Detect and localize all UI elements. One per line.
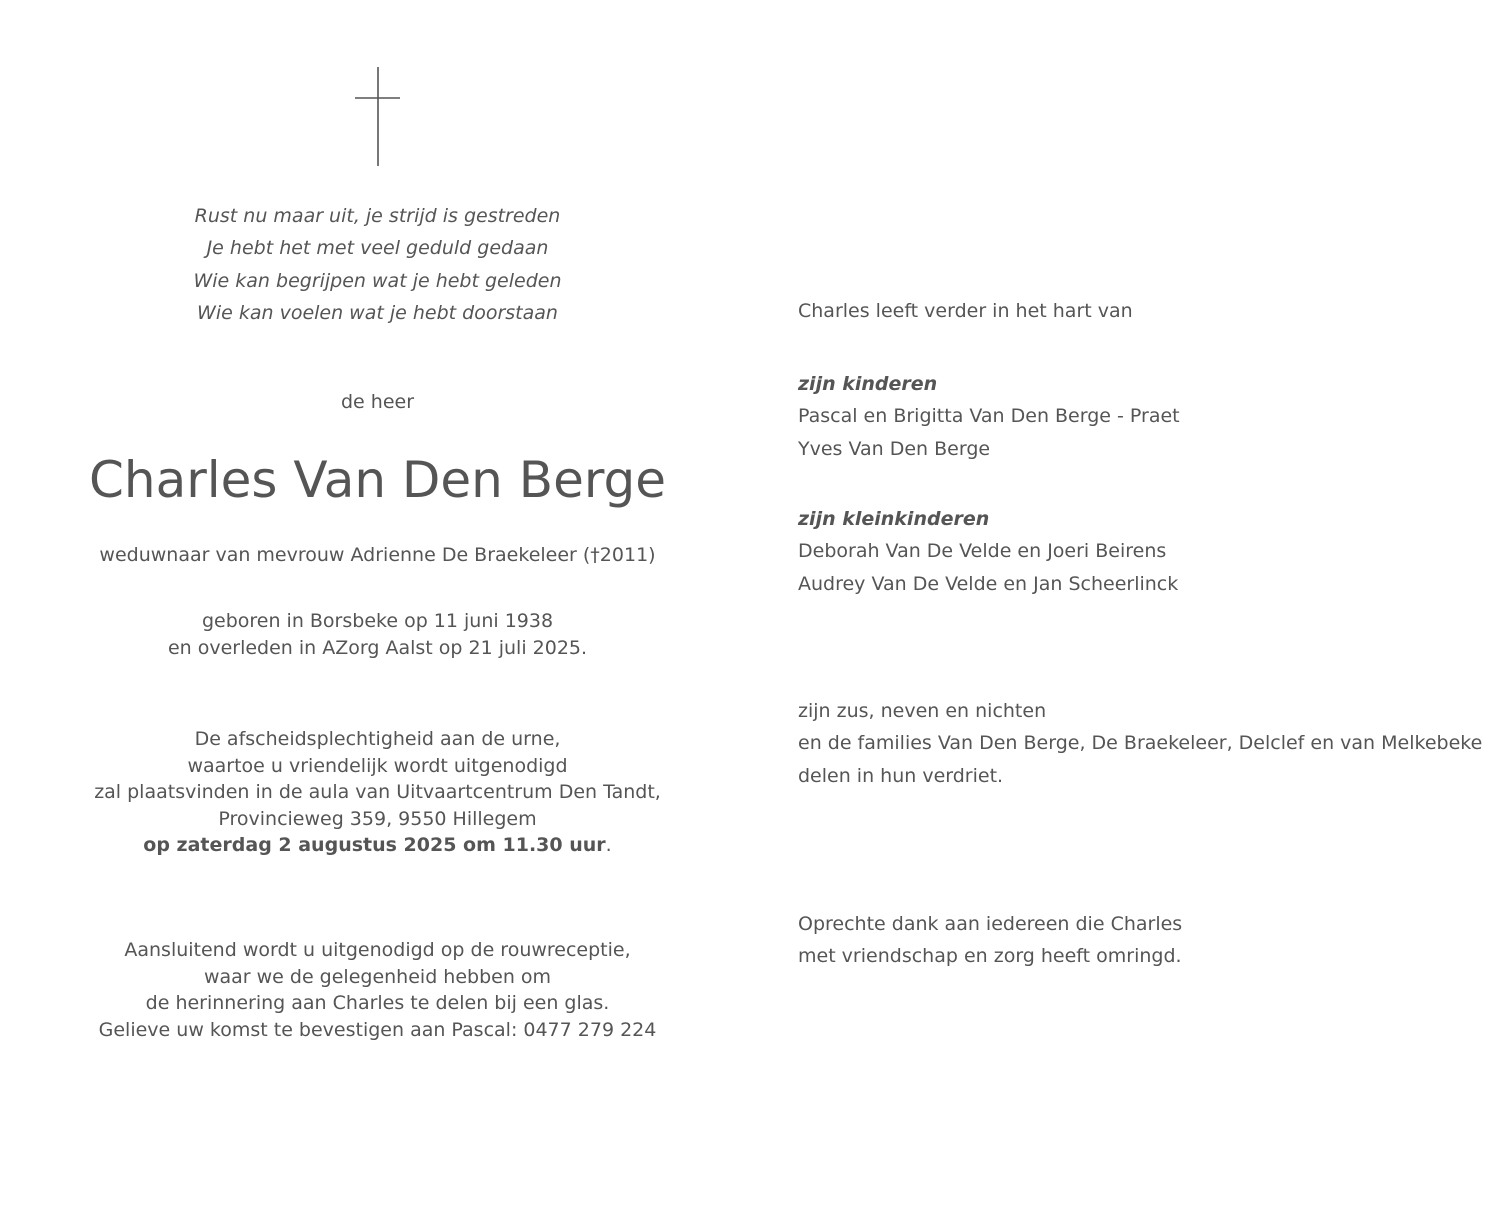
ceremony-datetime-suffix: . (605, 834, 612, 856)
thanks-line: Oprechte dank aan iedereen die Charles (798, 913, 1183, 935)
honorific: de heer (340, 391, 415, 413)
children-heading: zijn kinderen (798, 373, 938, 395)
family-section (798, 695, 1498, 792)
grandchildren-section (798, 503, 1498, 600)
reception-rsvp: Gelieve uw komst te bevestigen aan Pascal: 0477 279 224 (98, 1018, 657, 1041)
ceremony-location: zal plaatsvinden in de aula van Uitvaartcentrum Den Tandt, (94, 781, 661, 803)
family-line: zijn zus, neven en nichten (798, 700, 1047, 722)
poem-line: Wie kan begrijpen wat je hebt geleden (193, 269, 562, 292)
children-section (798, 368, 1498, 465)
child-name: Yves Van Den Berge (798, 437, 991, 460)
poem-line: Wie kan voelen wat je hebt doorstaan (197, 302, 558, 325)
family-line: delen in hun verdriet. (798, 764, 1004, 787)
birth-death-dates (40, 608, 715, 661)
child-name: Pascal en Brigitta Van Den Berge - Praet (798, 405, 1180, 428)
ceremony-datetime: op zaterdag 2 augustus 2025 om 11.30 uur (143, 834, 606, 856)
grandchild-name: Audrey Van De Velde en Jan Scheerlinck (798, 572, 1179, 595)
ceremony-datetime-line (40, 832, 715, 859)
poem (40, 200, 715, 330)
family-line: en de families Van Den Berge, De Braekeleer, Delclef en van Melkebeke (798, 732, 1483, 755)
reception-details (40, 937, 715, 1043)
thanks-line: met vriendschap en zorg heeft omringd. (798, 945, 1182, 968)
birth-line: geboren in Borsbeke op 11 juni 1938 (201, 610, 554, 632)
deceased-name: Charles Van Den Berge (88, 451, 667, 509)
death-line: en overleden in AZorg Aalst op 21 juli 2025. (167, 636, 588, 659)
grandchild-name: Deborah Van De Velde en Joeri Beirens (798, 540, 1167, 563)
reception-line: waar we de gelegenheid hebben om (203, 965, 552, 988)
poem-line: Rust nu maar uit, je strijd is gestreden (194, 205, 561, 227)
cross-icon (355, 67, 400, 166)
survivors-intro-text: Charles leeft verder in het hart van (798, 300, 1133, 322)
survivors-intro (798, 295, 1498, 327)
ceremony-address: Provincieweg 359, 9550 Hillegem (218, 807, 537, 830)
poem-line: Je hebt het met veel geduld gedaan (206, 237, 549, 260)
ceremony-line: De afscheidsplechtigheid aan de urne, (194, 728, 561, 750)
thanks-section (798, 908, 1498, 973)
ceremony-line: waartoe u vriendelijk wordt uitgenodigd (187, 754, 568, 777)
grandchildren-heading: zijn kleinkinderen (798, 508, 990, 530)
widower-line: weduwnaar van mevrouw Adrienne De Braekeleer (†2011) (99, 544, 656, 566)
reception-line: de herinnering aan Charles te delen bij een glas. (145, 992, 610, 1014)
reception-line: Aansluitend wordt u uitgenodigd op de rouwreceptie, (124, 939, 631, 961)
ceremony-details (40, 726, 715, 859)
